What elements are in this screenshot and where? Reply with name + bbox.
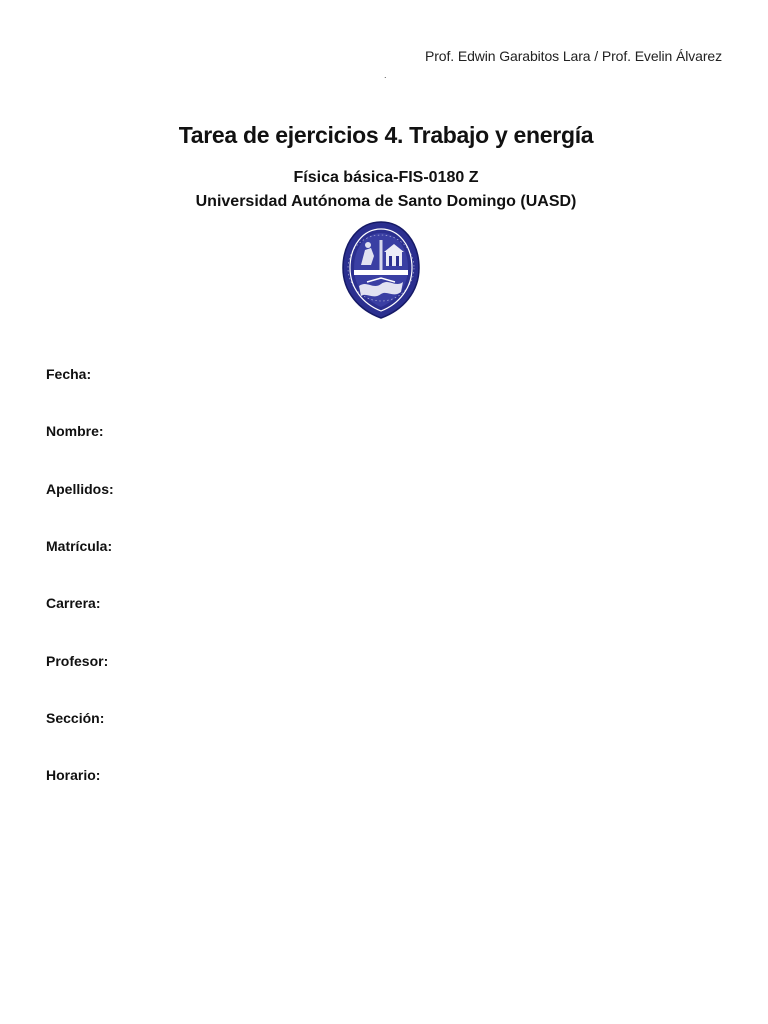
- field-label: Fecha:: [46, 366, 92, 382]
- field-label: Profesor:: [46, 652, 109, 669]
- page-title: Tarea de ejercicios 4. Trabajo y energía: [178, 122, 594, 148]
- field-label: Carrera:: [46, 595, 101, 612]
- field-label: Nombre:: [46, 423, 104, 440]
- field-label: Sección:: [46, 709, 105, 726]
- university-seal-icon: [341, 220, 421, 320]
- course-subtitle: Física básica-FIS-0180 Z: [293, 169, 479, 186]
- field-label: Apellidos:: [46, 480, 114, 497]
- field-label: Horario:: [46, 767, 101, 784]
- header-authors: Prof. Edwin Garabitos Lara / Prof. Evelin Álvarez: [424, 48, 722, 64]
- field-label: Matrícula:: [46, 537, 113, 554]
- university-subtitle: Universidad Autónoma de Santo Domingo (UASD): [195, 193, 577, 210]
- header-dot: .: [384, 70, 387, 80]
